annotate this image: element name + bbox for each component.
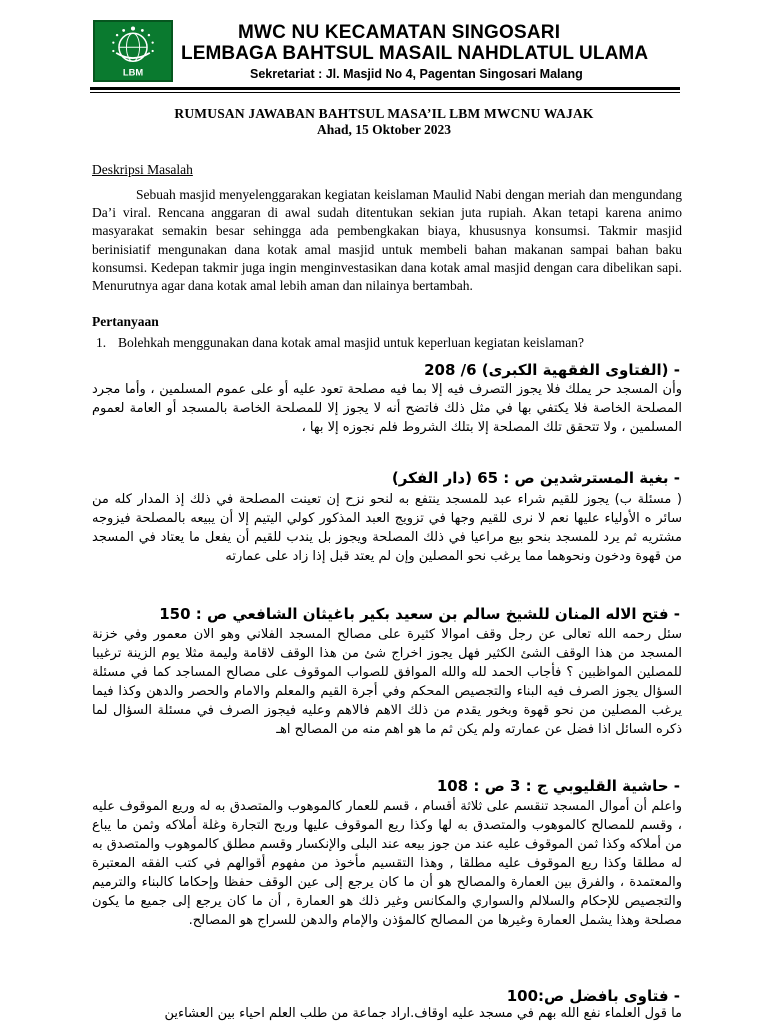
nu-globe-icon: [95, 22, 171, 80]
reference-text: ( مسئلة ب) يجوز للقيم شراء عبد للمسجد ينتفع به لنحو نزح إن تعينت المصلحة في ذلك إذ المدار كله من سائر ه الأولياء عليها نعم لا نرى للقيم وجها في تزويج العبد المذكور كولي اليتيم إلا أن يبيعه بالمصلحة فيزوجه مشتريه ثم يرد للمسجد بنحو بيع مراعيا في ذلك المصلحة ويجوز بل يندب للقيم أن يفعل ما يعتاد في المسجد من قهوة ودخون ونحوهما مما يرغب نحو المصلين وإن لم يعتد قبل إذا زاد على عمارته: [92, 492, 682, 564]
reference-title: - فتاوى بافضل ص:100: [506, 987, 680, 1005]
pertanyaan-heading: Pertanyaan: [92, 314, 159, 329]
deskripsi-heading: Deskripsi Masalah: [92, 162, 193, 177]
reference-title: - فتح الاله المنان للشيخ سالم بن سعيد بكير باغيثان الشافعي ص : 150: [159, 605, 680, 623]
reference-title: - (الفتاوى الفقهية الكبرى) 6/ 208: [424, 361, 680, 379]
reference-title: - بغية المسترشدين ص : 65 (دار الفكر): [391, 469, 680, 487]
question-number: 1.: [96, 335, 107, 350]
reference-text: ما قول العلماء نفع الله بهم في مسجد عليه اوقاف.اراد جماعة من طلب العلم احياء بين العشاءين: [164, 1006, 682, 1021]
question-item: [96, 335, 584, 351]
org-line-1: MWC NU KECAMATAN SINGOSARI: [238, 22, 561, 43]
reference-title: - حاشية القليوبي ج : 3 ص : 108: [436, 777, 680, 795]
document-title: RUMUSAN JAWABAN BAHTSUL MASA’IL LBM MWCNU WAJAK: [174, 106, 594, 121]
deskripsi-text: Sebuah masjid menyelenggarakan kegiatan keislaman Maulid Nabi dengan meriah dan mengundang Da’i viral. Rencana anggaran di awal sudah ditentukan sekian juta rupiah. Akan tetapi karena animo masyarakat semakin besar sehingga ada pembengkakan biaya, khususnya konsumsi. Takmir masjid berinisiatif mengunakan dana kotak amal masjid untuk membeli bahan makanan sampai bahan baku konsumsi. Kedepan takmir juga ingin menginvestasikan dana kotak amal masjid dengan cara dibelikan sapi. Menurutnya agar dana kotak amal lebih aman dan nilainya bertambah.: [92, 187, 682, 294]
reference-text: وأن المسجد حر يملك فلا يجوز التصرف فيه إلا بما فيه مصلحة تعود عليه أو على عموم المسلمين ، وأما مجرد المصلحة الخاصة فلا يكتفي بها في مثل ذلك فاتضح أنه لا يجوز إلا للمصلحة الخاصة بالمسجد أو العامة لعموم المسلمين ، ولا تتحقق تلك المصلحة إلا بتلك الشروط فلم نجوزه إلا بها ،: [92, 382, 682, 435]
org-address: Sekretariat : Jl. Masjid No 4, Pagentan Singosari Malang: [250, 67, 583, 81]
org-line-2: LEMBAGA BAHTSUL MASAIL NAHDLATUL ULAMA: [181, 43, 649, 64]
lbm-logo: [93, 20, 173, 82]
question-text: Bolehkah menggunakan dana kotak amal masjid untuk keperluan kegiatan keislaman?: [118, 335, 584, 350]
document-date: Ahad, 15 Oktober 2023: [316, 122, 452, 137]
header-rule-thick: [90, 87, 680, 90]
deskripsi-paragraph: [92, 186, 682, 295]
reference-text: سئل رحمه الله تعالى عن رجل وقف اموالا كثيرة على مصالح المسجد الفلاني وهو الان معمور وفي خزنة المسجد من هذا الوقف الشئ الكثير فهل يجوز اخراج شئ من هذا الوقف لاقامة وليمة مثلا يوم الزينة ترغيبا للمصلين المواظبين ؟ فأجاب الحمد لله والله الموافق للصواب الموقوف على مصالح المساجد كما في مسئلة السؤال يجوز الصرف فيه البناء والتجصيص المحكم وفي أجرة القيم والمعلم والامام والحصر والدهن وكذا فيما يرغب المصلين من نحو قهوة وبخور يقدم من ذلك الاهم فالاهم وعليه فيجوز الصرف في مسئلة السؤال لما ذكره السائل اذا فضل عن عمارته ولم يكن ثم ما هو اهم منه من المصالح اهـ: [92, 627, 682, 737]
header-rule-thin: [90, 92, 680, 93]
reference-text: واعلم أن أموال المسجد تنقسم على ثلاثة أقسام ، قسم للعمار كالموهوب والمتصدق به له وريع الموقوف عليه ، وقسم للمصالح كالموهوب والمتصدق به لها وكذا ريع الموقوف عليها وربح التجارة وغلة أملاكه وثمن ما يباع من أملاكه وكذا ثمن الموقوف عليه عند من جوز بيعه عند البلى والإنكسار وقسم مطلق كالموهوب والمتصدق به له مطلقا وكذا ريع الموقوف عليه مطلقا , وهذا التقسيم مأخوذ من مفهوم أقوالهم في كتب الفقه المعتبرة والمعتمدة ، والفرق بين العمارة والمصالح هو أن ما كان يرجع إلى عين الوقف حفظا وإحكاما كالبناء والترميم والتجصيص للإحكام والسلالم والسواري والمكانس وغير ذلك هو العمارة , أن ما كان يرجع إلى جميع ما يكون مصلحة وهذا يشمل العمارة وغيرها من المصالح كالمؤذن والإمام والدهن للسراج هو المصالح.: [92, 799, 682, 928]
logo-text: LBM: [122, 67, 144, 78]
